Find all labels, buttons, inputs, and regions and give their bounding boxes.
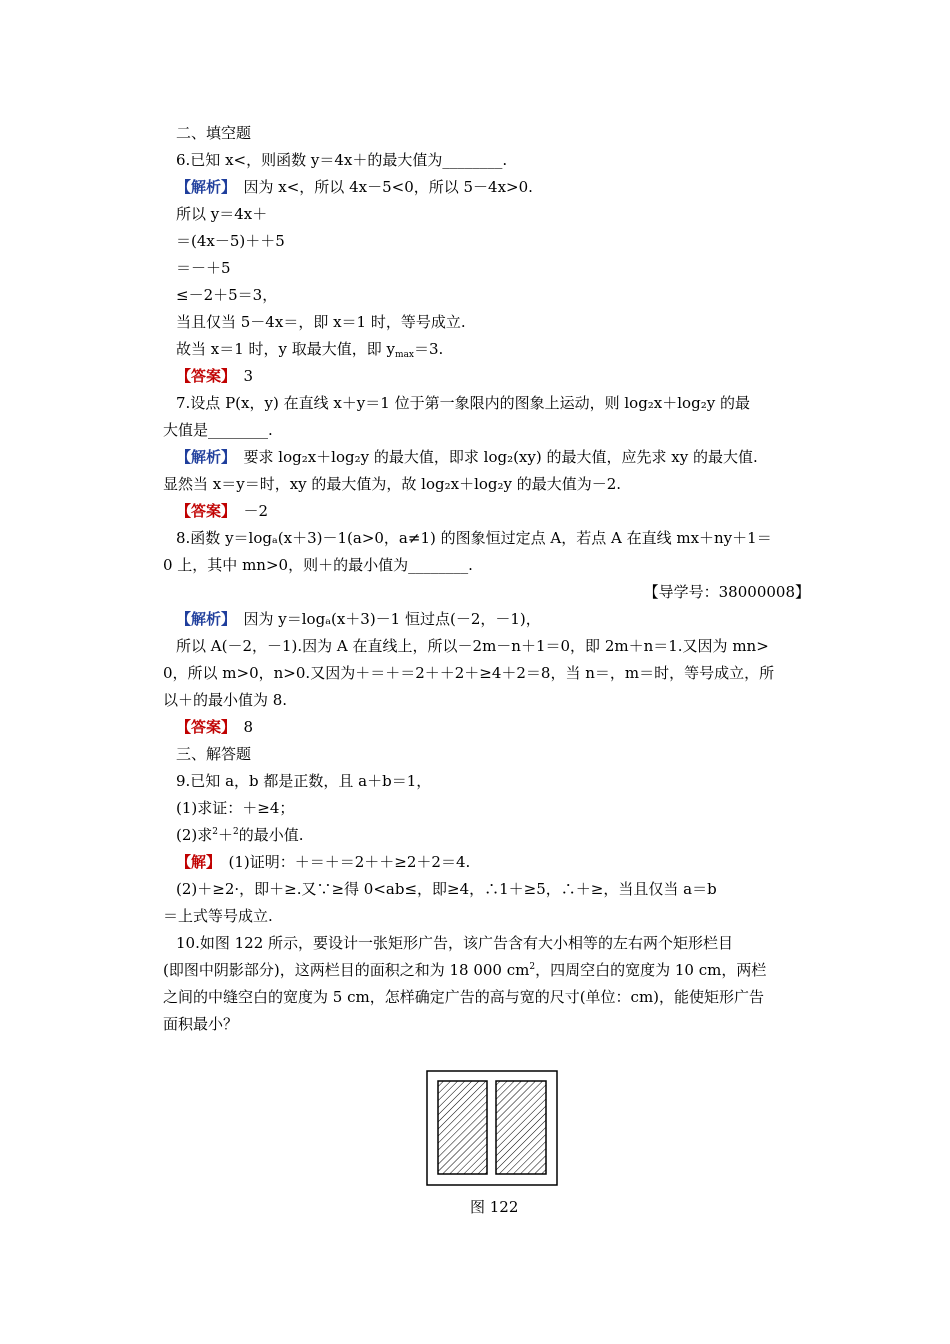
- analysis-tag: 【解析】: [176, 448, 229, 466]
- q6-analysis: 【解析】 因为 x<，所以 4x－5<0，所以 5－4x>0.: [176, 178, 533, 196]
- q6-step: ≤－2＋5＝3，: [176, 286, 278, 304]
- q8-analysis-cont: 0，所以 m>0，n>0.又因为＋＝＋＝2＋＋2＋≥4＋2＝8，当 n＝，m＝时，等号成立，所: [163, 664, 775, 682]
- q6-step: 故当 x＝1 时，y 取最大值，即 $y_{max}=3$.: [176, 340, 444, 360]
- q8-analysis-cont: 以＋的最小值为 8.: [163, 691, 288, 709]
- question-10-cont: 面积最小？: [163, 1015, 239, 1033]
- q6-step: 所以 y＝4x＋: [176, 205, 268, 223]
- q7-analysis: 【解析】 要求 log₂x＋log₂y 的最大值，即求 log₂(xy) 的最大值，应先求 xy 的最大值.: [176, 448, 758, 466]
- question-9-part2: (2)求$^2$＋$^2$的最小值.: [176, 826, 304, 844]
- answer-tag: 【答案】: [176, 502, 229, 520]
- q6-step: ＝－＋5: [176, 259, 231, 277]
- q6-step: ＝(4x－5)＋＋5: [176, 232, 285, 250]
- q7-analysis-cont: 显然当 x＝y＝时，xy 的最大值为，故 log₂x＋log₂y 的最大值为－2.: [163, 475, 622, 493]
- ad-figure: [426, 1070, 558, 1186]
- question-7-cont: 大值是________.: [163, 421, 273, 439]
- section-solve: 三、解答题: [176, 745, 252, 763]
- question-7: 7.设点 P(x，y) 在直线 x＋y＝1 位于第一象限内的图象上运动，则 log₂x＋log₂y 的最: [176, 394, 750, 412]
- q6-step: 当且仅当 5－4x＝，即 x＝1 时，等号成立.: [176, 313, 466, 331]
- question-8-cont: 0 上，其中 mn>0，则＋的最小值为________.: [163, 556, 473, 574]
- q9-solution-cont: (2)＋≥2·，即＋≥.又∵≥得 0<ab≤，即≥4，∴1＋≥5，∴＋≥，当且仅当 a＝b: [176, 880, 717, 898]
- q8-analysis-cont: 所以 A(－2，－1).因为 A 在直线上，所以－2m－n＋1＝0，即 2m＋n＝1.又因为 mn>: [176, 637, 769, 655]
- question-10-cont: (即图中阴影部分)，这两栏目的面积之和为 18 000 $cm^2$，四周空白的宽度为 10 cm，两栏: [163, 961, 767, 979]
- q7-answer: 【答案】 －2: [176, 502, 269, 520]
- answer-tag: 【答案】: [176, 367, 229, 385]
- q9-solution: 【解】 (1)证明：＋＝＋＝2＋＋≥2＋2＝4.: [176, 853, 471, 871]
- question-10: 10.如图 122 所示，要设计一张矩形广告，该广告含有大小相等的左右两个矩形栏目: [176, 934, 734, 952]
- question-8: 8.函数 y＝logₐ(x＋3)－1(a>0，a≠1) 的图象恒过定点 A，若点 A 在直线 mx＋ny＋1＝: [176, 529, 772, 547]
- guide-number: 【导学号：38000008】: [643, 583, 810, 601]
- left-column-hatched: [438, 1081, 487, 1174]
- analysis-tag: 【解析】: [176, 178, 229, 196]
- question-6: 6.已知 x<，则函数 y＝4x＋的最大值为________.: [176, 151, 508, 169]
- section-fill-blank: 二、填空题: [176, 124, 252, 142]
- answer-tag: 【答案】: [176, 718, 229, 736]
- q8-answer: 【答案】 8: [176, 718, 254, 736]
- q6-answer: 【答案】 3: [176, 367, 254, 385]
- figure-caption: 图 122: [470, 1198, 519, 1216]
- right-column-hatched: [496, 1081, 546, 1174]
- question-9: 9.已知 a，b 都是正数，且 a＋b＝1，: [176, 772, 432, 790]
- q8-analysis: 【解析】 因为 y＝logₐ(x＋3)－1 恒过点(－2，－1)，: [176, 610, 541, 628]
- solution-tag: 【解】: [176, 853, 214, 871]
- question-9-part1: (1)求证：＋≥4；: [176, 799, 295, 817]
- q9-solution-cont: ＝上式等号成立.: [163, 907, 273, 925]
- analysis-tag: 【解析】: [176, 610, 229, 628]
- question-10-cont: 之间的中缝空白的宽度为 5 cm，怎样确定广告的高与宽的尺寸(单位：cm)，能使矩形广告: [163, 988, 765, 1006]
